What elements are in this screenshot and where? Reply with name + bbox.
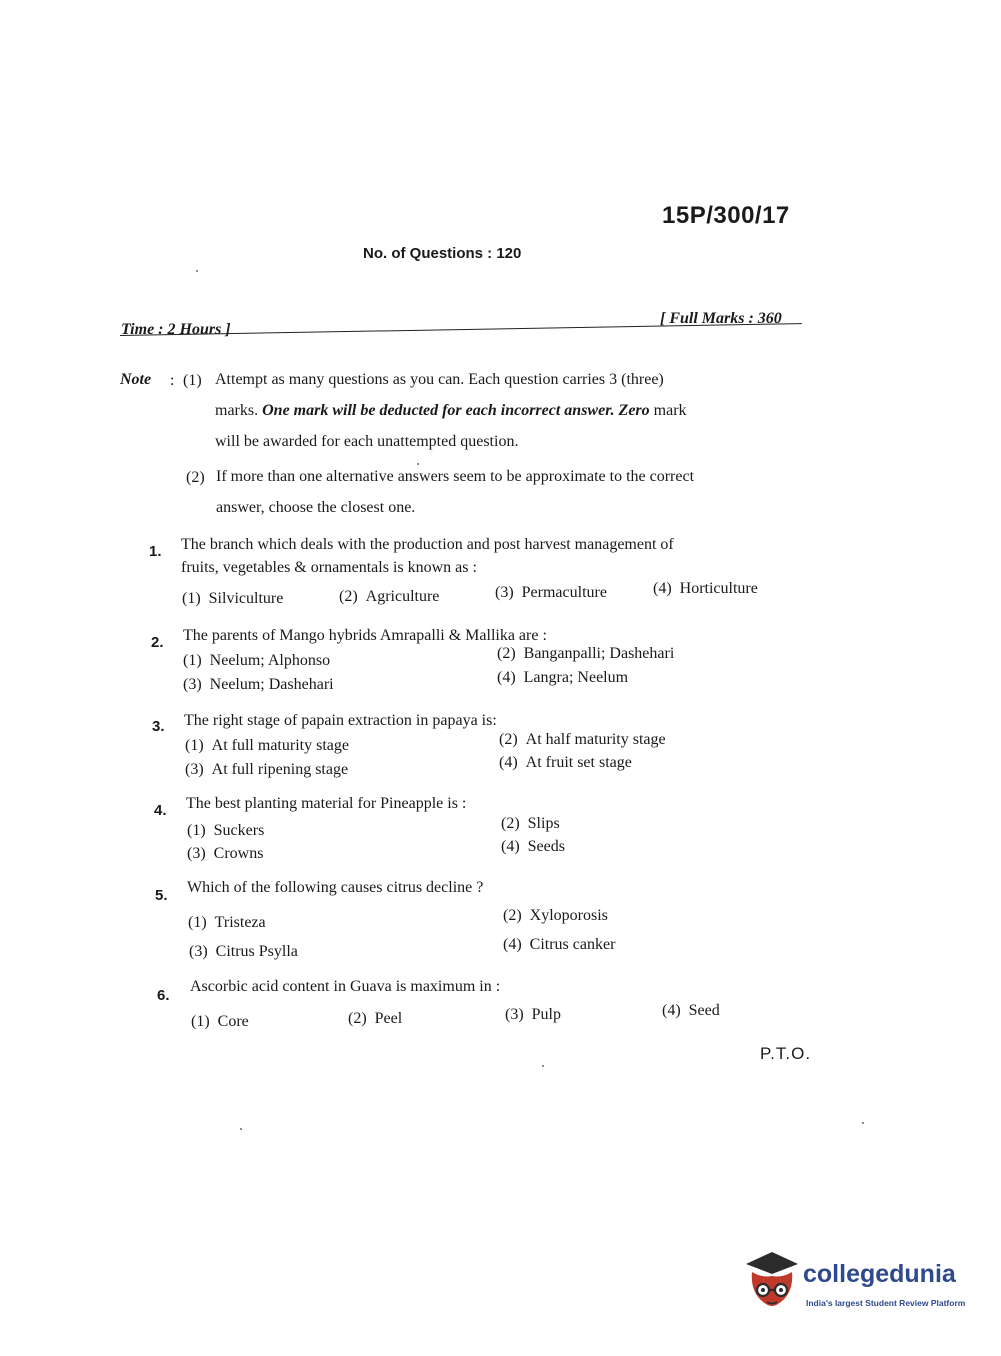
paper-code: 15P/300/17 bbox=[662, 202, 790, 229]
exam-time: Time : 2 Hours ] bbox=[121, 321, 231, 338]
note-label: Note bbox=[120, 371, 152, 388]
watermark-tagline: India's largest Student Review Platform bbox=[806, 1298, 966, 1308]
option bbox=[191, 1013, 249, 1031]
option-number: (4) bbox=[499, 754, 518, 771]
option-number: (4) bbox=[653, 580, 672, 597]
scan-speck bbox=[417, 463, 419, 465]
option bbox=[495, 584, 607, 602]
option-number: (1) bbox=[187, 822, 206, 839]
mascot-logo-icon bbox=[742, 1250, 802, 1312]
option bbox=[505, 1006, 561, 1024]
option-text: At full maturity stage bbox=[211, 737, 349, 754]
option bbox=[497, 645, 674, 663]
option bbox=[499, 754, 632, 772]
option-number: (2) bbox=[503, 907, 522, 924]
option-number: (3) bbox=[187, 845, 206, 862]
option-text: Tristeza bbox=[214, 914, 266, 931]
number-of-questions: No. of Questions : 120 bbox=[363, 245, 522, 262]
note-line: answer, choose the closest one. bbox=[216, 499, 416, 516]
option bbox=[183, 676, 334, 694]
scan-speck bbox=[542, 1065, 544, 1067]
option-text: Neelum; Dashehari bbox=[209, 676, 334, 693]
option bbox=[662, 1002, 720, 1020]
option bbox=[501, 815, 560, 833]
question-text: Ascorbic acid content in Guava is maximum in : bbox=[190, 978, 501, 995]
option bbox=[183, 652, 330, 670]
note-line: will be awarded for each unattempted question. bbox=[215, 433, 519, 450]
note-item-1 bbox=[215, 364, 805, 457]
option-text: Suckers bbox=[213, 822, 265, 839]
option-number: (3) bbox=[495, 584, 514, 601]
note-line: If more than one alternative answers seem to be approximate to the correct bbox=[216, 468, 695, 485]
note-item-number: (2) bbox=[186, 469, 205, 486]
question-text: Which of the following causes citrus decline ? bbox=[187, 879, 484, 896]
option-number: (3) bbox=[189, 943, 208, 960]
option-text: Langra; Neelum bbox=[523, 669, 629, 686]
option bbox=[189, 943, 298, 961]
question-text: The parents of Mango hybrids Amrapalli & Mallika are : bbox=[183, 627, 547, 644]
option-text: At full ripening stage bbox=[211, 761, 349, 778]
option-text: At fruit set stage bbox=[525, 754, 632, 771]
option-text: Slips bbox=[527, 815, 560, 832]
option bbox=[653, 580, 758, 598]
option bbox=[182, 590, 283, 608]
option-number: (3) bbox=[183, 676, 202, 693]
note-item-number: (1) bbox=[183, 372, 202, 389]
option-text: Seed bbox=[688, 1002, 720, 1019]
question-text: The best planting material for Pineapple is : bbox=[186, 795, 467, 812]
question-number: 6. bbox=[157, 987, 170, 1004]
option-text: Neelum; Alphonso bbox=[209, 652, 331, 669]
option bbox=[501, 838, 565, 856]
option bbox=[188, 914, 266, 932]
option bbox=[339, 588, 439, 606]
option-text: Seeds bbox=[527, 838, 565, 855]
option-number: (4) bbox=[497, 669, 516, 686]
option bbox=[503, 907, 608, 925]
question-text bbox=[181, 533, 674, 579]
note-colon: : bbox=[170, 372, 175, 389]
note-text-fragment: marks. bbox=[215, 402, 263, 419]
option bbox=[497, 669, 628, 687]
question-number: 5. bbox=[155, 887, 168, 904]
question-line: The branch which deals with the production and post harvest management of bbox=[181, 536, 674, 553]
option-text: At half maturity stage bbox=[525, 731, 666, 748]
option-number: (2) bbox=[339, 588, 358, 605]
option-text: Agriculture bbox=[365, 588, 440, 605]
scan-speck bbox=[862, 1122, 864, 1124]
option bbox=[187, 845, 263, 863]
note-item-2 bbox=[216, 461, 806, 523]
question-number: 2. bbox=[151, 634, 164, 651]
option-number: (1) bbox=[182, 590, 201, 607]
option-number: (2) bbox=[348, 1010, 367, 1027]
option-text: Pulp bbox=[531, 1006, 561, 1023]
option-number: (1) bbox=[191, 1013, 210, 1030]
option bbox=[348, 1010, 402, 1028]
option-number: (4) bbox=[503, 936, 522, 953]
please-turn-over: P.T.O. bbox=[760, 1044, 812, 1063]
option-number: (1) bbox=[183, 652, 202, 669]
note-emphasis: One mark will be deducted for each incorrect answer. Zero bbox=[262, 402, 650, 419]
option bbox=[185, 737, 349, 755]
scan-speck bbox=[196, 270, 198, 272]
option-number: (3) bbox=[505, 1006, 524, 1023]
option-text: Crowns bbox=[213, 845, 264, 862]
option-text: Citrus Psylla bbox=[215, 943, 298, 960]
option-text: Xyloporosis bbox=[529, 907, 608, 924]
question-number: 1. bbox=[149, 543, 162, 560]
option-number: (2) bbox=[497, 645, 516, 662]
option-number: (2) bbox=[501, 815, 520, 832]
question-line: fruits, vegetables & ornamentals is known as : bbox=[181, 559, 477, 576]
scan-speck bbox=[240, 1128, 242, 1130]
option-number: (1) bbox=[185, 737, 204, 754]
option bbox=[185, 761, 348, 779]
option bbox=[187, 822, 264, 840]
option-text: Horticulture bbox=[679, 580, 758, 597]
question-number: 3. bbox=[152, 718, 165, 735]
option-number: (1) bbox=[188, 914, 207, 931]
note-line: Attempt as many questions as you can. Each question carries 3 (three) bbox=[215, 371, 664, 388]
option-number: (4) bbox=[501, 838, 520, 855]
option-number: (4) bbox=[662, 1002, 681, 1019]
option-text: Silviculture bbox=[208, 590, 284, 607]
option bbox=[503, 936, 615, 954]
watermark-brand: collegedunia bbox=[803, 1260, 956, 1288]
option-number: (3) bbox=[185, 761, 204, 778]
note-line bbox=[215, 395, 805, 426]
option-number: (2) bbox=[499, 731, 518, 748]
option-text: Banganpalli; Dashehari bbox=[523, 645, 675, 662]
question-number: 4. bbox=[154, 802, 167, 819]
note-text-fragment: mark bbox=[649, 402, 687, 419]
option-text: Peel bbox=[374, 1010, 403, 1027]
question-text: The right stage of papain extraction in papaya is: bbox=[184, 712, 497, 729]
option-text: Permaculture bbox=[521, 584, 607, 601]
option-text: Citrus canker bbox=[529, 936, 616, 953]
option-text: Core bbox=[217, 1013, 249, 1030]
option bbox=[499, 731, 666, 749]
full-marks: [ Full Marks : 360 bbox=[660, 310, 782, 327]
